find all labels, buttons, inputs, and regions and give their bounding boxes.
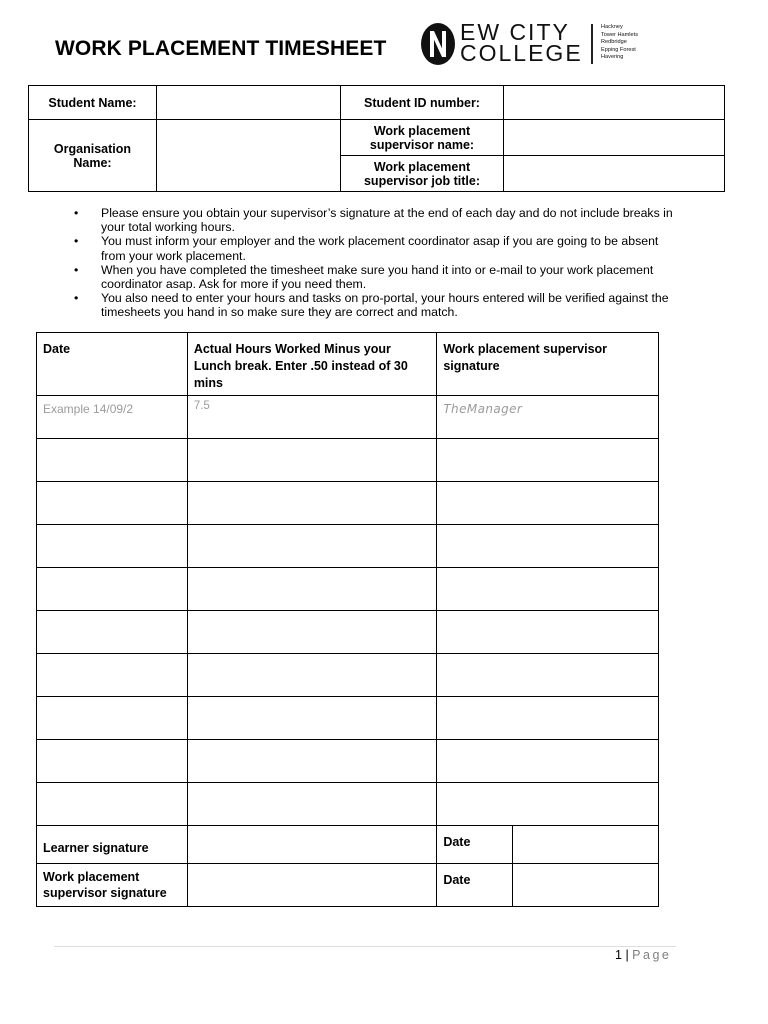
student-name-label: Student Name: [29,86,157,120]
table-row [37,611,659,654]
supervisor-job-label: Work placement supervisor job title: [340,156,504,192]
supervisor-signature-field[interactable] [187,864,437,907]
instructions-list [74,206,684,320]
signature-cell[interactable] [437,654,659,697]
supervisor-name-field[interactable] [504,120,725,156]
signature-cell[interactable] [437,568,659,611]
logo-n-icon [420,22,456,66]
example-signature: TheManager [443,402,523,416]
date-header: Date [37,333,188,396]
date-cell[interactable] [37,740,188,783]
instruction-item: • Please ensure you obtain your supervisor’s signature at the end of each day and do not include breaks in your total working hours. [74,206,673,235]
organisation-label: Organisation Name: [29,120,157,192]
date-cell[interactable] [37,697,188,740]
campus-item: Epping Forest [601,46,636,53]
table-row [37,396,659,439]
learner-date-label: Date [437,826,513,864]
supervisor-job-field[interactable] [504,156,725,192]
learner-signature-row [37,826,659,864]
footer-divider [54,946,676,947]
campus-item: Hackney [601,24,623,30]
date-cell[interactable] [37,783,188,826]
hours-cell[interactable] [187,783,437,826]
timesheet-table [36,332,659,907]
signature-cell[interactable] [437,783,659,826]
table-row [37,783,659,826]
instruction-item: • When you have completed the timesheet make sure you hand it into or e-mail to your work placement coordinator asap. Ask for more if you need them. [74,262,654,292]
hours-cell[interactable] [187,697,437,740]
page-footer [615,948,671,962]
learner-signature-field[interactable] [187,826,437,864]
page-separator: | [625,948,629,962]
logo-line-1: EW CITY [460,19,570,45]
hours-header: Actual Hours Worked Minus your Lunch break. Enter .50 instead of 30 mins [187,333,437,396]
signature-cell[interactable] [437,611,659,654]
page-title: WORK PLACEMENT TIMESHEET [55,37,387,60]
table-row [37,697,659,740]
hours-cell[interactable] [187,740,437,783]
student-info-table [28,85,725,192]
table-row [37,525,659,568]
organisation-field[interactable] [156,120,340,192]
example-signature-cell[interactable] [437,396,659,439]
hours-cell[interactable] [187,525,437,568]
hours-cell[interactable] [187,611,437,654]
supervisor-signature-row [37,864,659,907]
date-cell[interactable] [37,439,188,482]
student-name-field[interactable] [156,86,340,120]
date-cell[interactable] [37,654,188,697]
supervisor-name-label: Work placement supervisor name: [340,120,504,156]
date-cell[interactable] [37,525,188,568]
signature-header: Work placement supervisor signature [437,333,659,396]
hours-cell[interactable] [187,439,437,482]
example-date: Example 14/09/2 [43,402,134,416]
campus-item: Tower Hamlets [601,31,638,38]
instruction-item: • You must inform your employer and the work placement coordinator asap if you are going to be absent from your work placement. [74,234,659,263]
learner-signature-label: Learner signature [37,826,188,864]
date-cell[interactable] [37,568,188,611]
student-id-label: Student ID number: [340,86,504,120]
signature-cell[interactable] [437,740,659,783]
logo-line-2: COLLEGE [460,40,583,66]
date-cell[interactable] [37,482,188,525]
supervisor-date-field[interactable] [513,864,659,907]
table-row [37,568,659,611]
signature-cell[interactable] [437,482,659,525]
student-id-field[interactable] [504,86,725,120]
logo-campus-list [601,24,638,62]
example-date-cell[interactable] [37,396,188,439]
supervisor-date-label: Date [437,864,513,907]
table-row [37,439,659,482]
logo-divider [591,24,593,64]
college-logo [420,19,650,66]
signature-cell[interactable] [437,525,659,568]
learner-date-field[interactable] [513,826,659,864]
date-cell[interactable] [37,611,188,654]
page-label: Page [632,948,672,962]
supervisor-signature-label: Work placement supervisor signature [37,864,188,907]
hours-cell[interactable] [187,482,437,525]
instruction-item: • You also need to enter your hours and tasks on pro-portal, your hours entered will be verified against the timesheets you hand in so make sure they are correct and match. [74,291,669,320]
campus-item: Havering [601,54,624,61]
table-row [37,482,659,525]
campus-item: Redbridge [601,39,627,46]
page-number: 1 [615,948,622,962]
hours-cell[interactable] [187,568,437,611]
signature-cell[interactable] [437,697,659,740]
hours-cell[interactable] [187,654,437,697]
logo-wordmark [460,19,583,66]
table-row [37,740,659,783]
table-row [37,654,659,697]
signature-cell[interactable] [437,439,659,482]
example-hours-cell[interactable] [187,396,437,439]
example-hours: 7.5 [193,400,210,412]
